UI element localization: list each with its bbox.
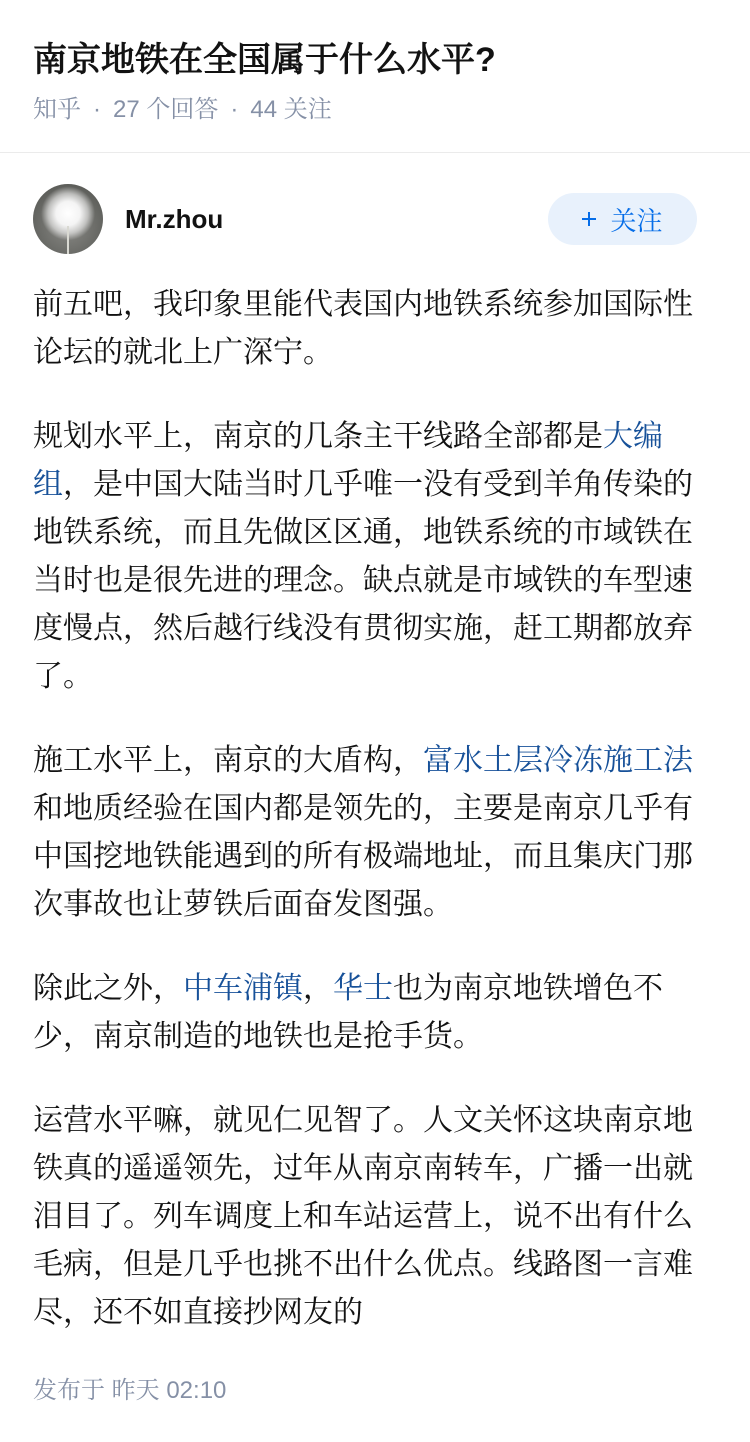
publish-time: 发布于 昨天 02:10 [33, 1377, 227, 1404]
link-huashi[interactable]: 华士 [333, 972, 393, 1005]
paragraph-text: ， [303, 972, 333, 1005]
answer-paragraph [33, 737, 705, 929]
follow-button-label: 关注 [610, 205, 663, 236]
paragraph-text: 施工水平上，南京的大盾构， [33, 744, 423, 777]
follow-button[interactable] [548, 193, 697, 245]
author-row [0, 184, 750, 254]
source-label[interactable]: 知乎 [33, 96, 81, 123]
paragraph-text: 运营水平嘛，就见仁见智了。人文关怀这块南京地铁真的遥遥领先，过年从南京南转车，广播一出就泪目了。列车调度上和车站运营上，说不出有什么毛病，但是几乎也挑不出什么优点。线路图一言难尽，还不如直接抄网友的 [33, 1104, 693, 1329]
follow-count: 44 关注 [250, 96, 332, 123]
author-name[interactable]: Mr.zhou [125, 203, 224, 234]
question-title[interactable]: 南京地铁在全国属于什么水平? [33, 41, 496, 79]
answer-content [0, 281, 705, 1337]
question-header [0, 0, 750, 128]
meta-separator: · [230, 96, 239, 123]
answer-count[interactable]: 27 个回答 [113, 96, 219, 123]
answer-paragraph [33, 1097, 705, 1337]
answer-paragraph [33, 413, 705, 701]
question-meta [33, 92, 717, 128]
meta-separator: · [93, 96, 101, 123]
link-freezing-method[interactable]: 富水土层冷冻施工法 [423, 744, 693, 777]
divider [0, 152, 750, 153]
link-crrc-puzhen[interactable]: 中车浦镇 [183, 972, 303, 1005]
paragraph-text: 除此之外， [33, 972, 183, 1005]
link-da-bianzu[interactable]: 大编组 [33, 420, 663, 501]
paragraph-text: 规划水平上，南京的几条主干线路全部都是 [33, 420, 603, 453]
plus-icon [582, 212, 596, 226]
paragraph-text: 和地质经验在国内都是领先的，主要是南京几乎有中国挖地铁能遇到的所有极端地址，而且集庆门那次事故也让萝铁后面奋发图强。 [33, 792, 693, 921]
paragraph-text: ，是中国大陆当时几乎唯一没有受到羊角传染的地铁系统，而且先做区区通，地铁系统的市域铁在当时也是很先进的理念。缺点就是市域铁的车型速度慢点，然后越行线没有贯彻实施，赶工期都放弃了。 [33, 468, 693, 693]
avatar-image-detail [67, 226, 69, 254]
answer-paragraph [33, 965, 705, 1061]
paragraph-text: 也为南京地铁增色不少，南京制造的地铁也是抢手货。 [33, 972, 663, 1053]
answer-paragraph [33, 281, 705, 377]
avatar[interactable] [33, 184, 103, 254]
paragraph-text: 前五吧，我印象里能代表国内地铁系统参加国际性论坛的就北上广深宁。 [33, 288, 693, 369]
